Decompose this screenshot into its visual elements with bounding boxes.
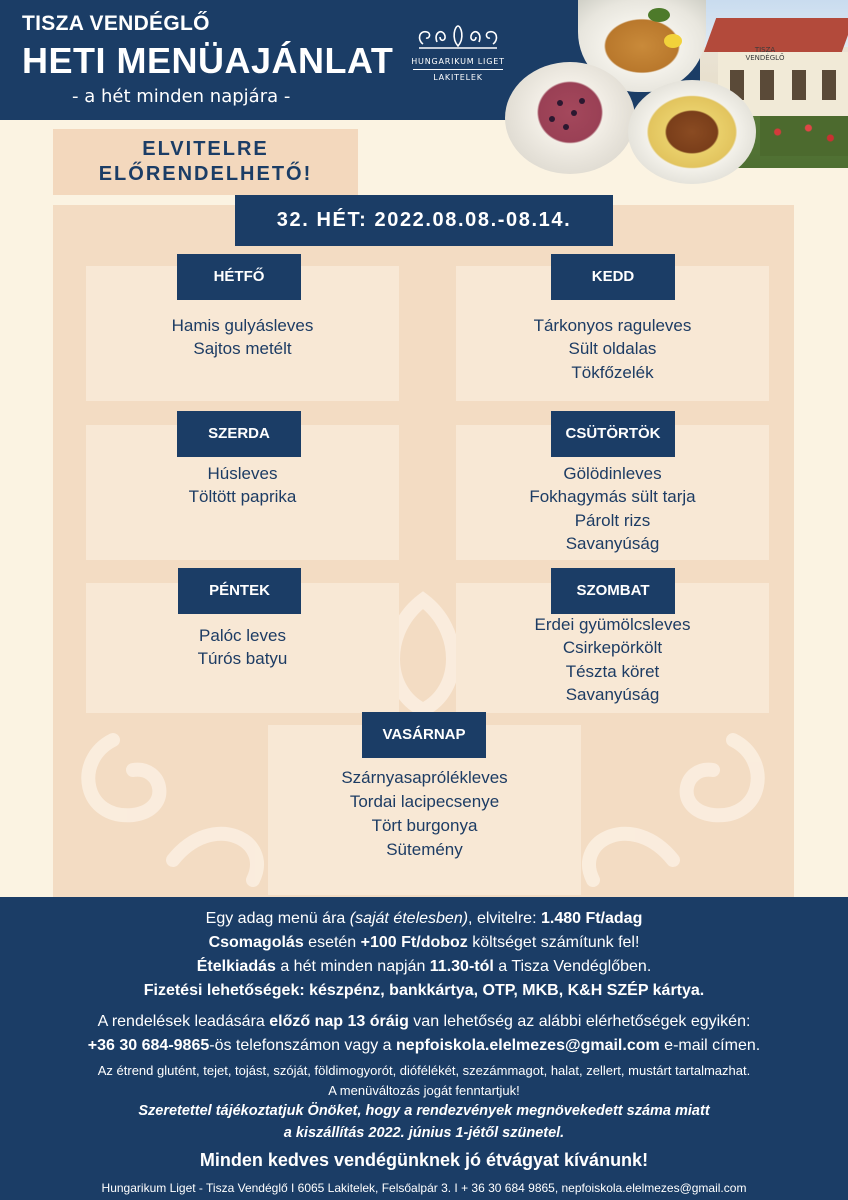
dish-item: Sajtos metélt xyxy=(193,339,292,359)
week-date-bar: 32. HÉT: 2022.08.08.-08.14. xyxy=(235,195,613,246)
sunday-label: VASÁRNAP xyxy=(362,712,486,758)
herb-garnish xyxy=(648,8,670,22)
dish-item: Savanyúság xyxy=(565,684,660,704)
friday-dishes xyxy=(86,624,399,671)
thursday-label: CSÜTÖRTÖK xyxy=(551,411,675,457)
dish-item: Túrós batyu xyxy=(197,649,288,669)
dish-item: Csirkepörkölt xyxy=(562,638,663,658)
contact-text: -ös telefonszámon vagy a xyxy=(209,1037,397,1054)
dish-item: Sült oldalas xyxy=(568,339,657,359)
thursday-dishes xyxy=(456,462,769,555)
payment-line xyxy=(0,982,848,1000)
contact-text: e-mail címen. xyxy=(659,1037,761,1054)
serving-text: a hét minden napján xyxy=(275,958,430,975)
dish-item: Erdei gyümölcsleves xyxy=(534,615,691,634)
building-sign: TISZA VENDÉGLŐ xyxy=(745,46,785,62)
delivery-notice-2: a kiszállítás 2022. június 1-jétől szünetel. xyxy=(283,1125,565,1141)
order-line xyxy=(0,1013,848,1031)
stew-pasta-plate-photo xyxy=(628,80,756,184)
tuesday-dishes xyxy=(456,314,769,384)
menu-title: HETI MENÜAJÁNLAT xyxy=(22,40,394,81)
payment-label: Fizetési lehetőségek: xyxy=(143,982,305,999)
packaging-line xyxy=(0,934,848,952)
menu-subtitle: - a hét minden napjára - xyxy=(72,86,291,107)
serving-text: a Tisza Vendéglőben. xyxy=(493,958,652,975)
restaurant-name: TISZA VENDÉGLŐ xyxy=(22,12,210,35)
dish-item: Tordai lacipecsenye xyxy=(349,792,500,811)
logo-divider xyxy=(413,69,503,70)
sunday-dishes xyxy=(268,766,581,862)
packaging-fee: +100 Ft/doboz xyxy=(360,934,468,951)
dish-item: Hamis gulyásleves xyxy=(171,316,314,335)
dish-item: Sütemény xyxy=(386,840,463,859)
logo-location: LAKITELEK xyxy=(433,73,483,82)
packaging-text: költséget számítunk fel! xyxy=(467,934,640,951)
building-window xyxy=(760,70,774,100)
delivery-notice-1: Szeretettel tájékoztatjuk Önöket, hogy a rendezvények megnövekedett száma miatt xyxy=(138,1103,710,1119)
dish-item: Húsleves xyxy=(207,464,278,483)
allergens-line: Az étrend glutént, tejet, tojást, szóját, földimogyorót, diófélékét, szezámmagot, halat, zellert, mustárt tartalmazhat. xyxy=(97,1063,751,1078)
berry xyxy=(571,110,577,116)
preorder-line-2: ELŐRENDELHETŐ! xyxy=(98,163,313,185)
address-line: Hungarikum Liget - Tisza Vendéglő I 6065 Lakitelek, Felsőalpár 3. I + 36 30 684 9865, nepfoiskola.elelmezes@gmail.com xyxy=(101,1181,747,1195)
order-text: van lehetőség az alábbi elérhetőségek egyikén: xyxy=(408,1013,751,1030)
change-notice: A menüváltozás jogát fenntartjuk! xyxy=(328,1083,520,1098)
fruit-soup-plate-photo xyxy=(505,62,635,174)
payment-methods: készpénz, bankkártya, OTP, MKB, K&H SZÉP kártya. xyxy=(304,982,705,999)
serving-line xyxy=(0,958,848,976)
price-text: , elvitelre: xyxy=(468,910,541,927)
price-note: (saját ételesben) xyxy=(349,910,469,927)
serving-label: Ételkiadás xyxy=(196,958,276,975)
wednesday-dishes xyxy=(86,462,399,509)
ornament-logo-icon xyxy=(415,22,501,52)
dish-item: Töltött paprika xyxy=(188,487,297,507)
price-text: Egy adag menü ára xyxy=(205,910,350,927)
greeting: Minden kedves vendégünknek jó étvágyat kívánunk! xyxy=(199,1150,649,1170)
monday-dishes xyxy=(86,314,399,361)
dish-item: Párolt rizs xyxy=(574,510,651,530)
berry xyxy=(563,124,569,130)
dish-item: Gölödinleves xyxy=(563,464,662,483)
preorder-line-1: ELVITELRE xyxy=(142,138,269,160)
saturday-dishes xyxy=(456,613,769,706)
dish-item: Szárnyasaprólékleves xyxy=(341,768,508,787)
lemon-slice xyxy=(664,34,682,48)
berry xyxy=(557,100,563,106)
contact-line xyxy=(0,1037,848,1055)
berry xyxy=(549,116,555,122)
friday-label: PÉNTEK xyxy=(178,568,301,614)
dish-item: Tört burgonya xyxy=(371,816,478,835)
monday-label: HÉTFŐ xyxy=(177,254,301,300)
dish-item: Fokhagymás sült tarja xyxy=(529,487,696,507)
order-deadline: előző nap 13 óráig xyxy=(269,1013,409,1030)
order-text: A rendelések leadására xyxy=(97,1013,270,1030)
dish-item: Tészta köret xyxy=(565,661,660,681)
logo-name: HUNGARIKUM LIGET xyxy=(411,57,505,66)
dish-item: Tárkonyos raguleves xyxy=(533,316,692,335)
dish-item: Palóc leves xyxy=(199,626,286,645)
packaging-label: Csomagolás xyxy=(208,934,304,951)
flower-boxes xyxy=(760,116,848,156)
wednesday-label: SZERDA xyxy=(177,411,301,457)
price-value: 1.480 Ft/adag xyxy=(540,910,643,927)
tuesday-label: KEDD xyxy=(551,254,675,300)
preorder-notice xyxy=(53,129,358,195)
dish-item: Tökfőzelék xyxy=(571,362,654,382)
phone-number[interactable]: +36 30 684-9865 xyxy=(87,1037,210,1054)
email-link[interactable]: nepfoiskola.elelmezes@gmail.com xyxy=(396,1037,660,1054)
building-window xyxy=(792,70,806,100)
dish-item: Savanyúság xyxy=(565,533,660,553)
serving-time: 11.30-tól xyxy=(429,958,494,975)
berry xyxy=(579,98,585,104)
building-window xyxy=(822,70,836,100)
hungarikum-liget-logo xyxy=(408,22,508,92)
price-line xyxy=(0,910,848,928)
saturday-label: SZOMBAT xyxy=(551,568,675,614)
packaging-text: esetén xyxy=(303,934,361,951)
footer-info xyxy=(0,897,848,1200)
